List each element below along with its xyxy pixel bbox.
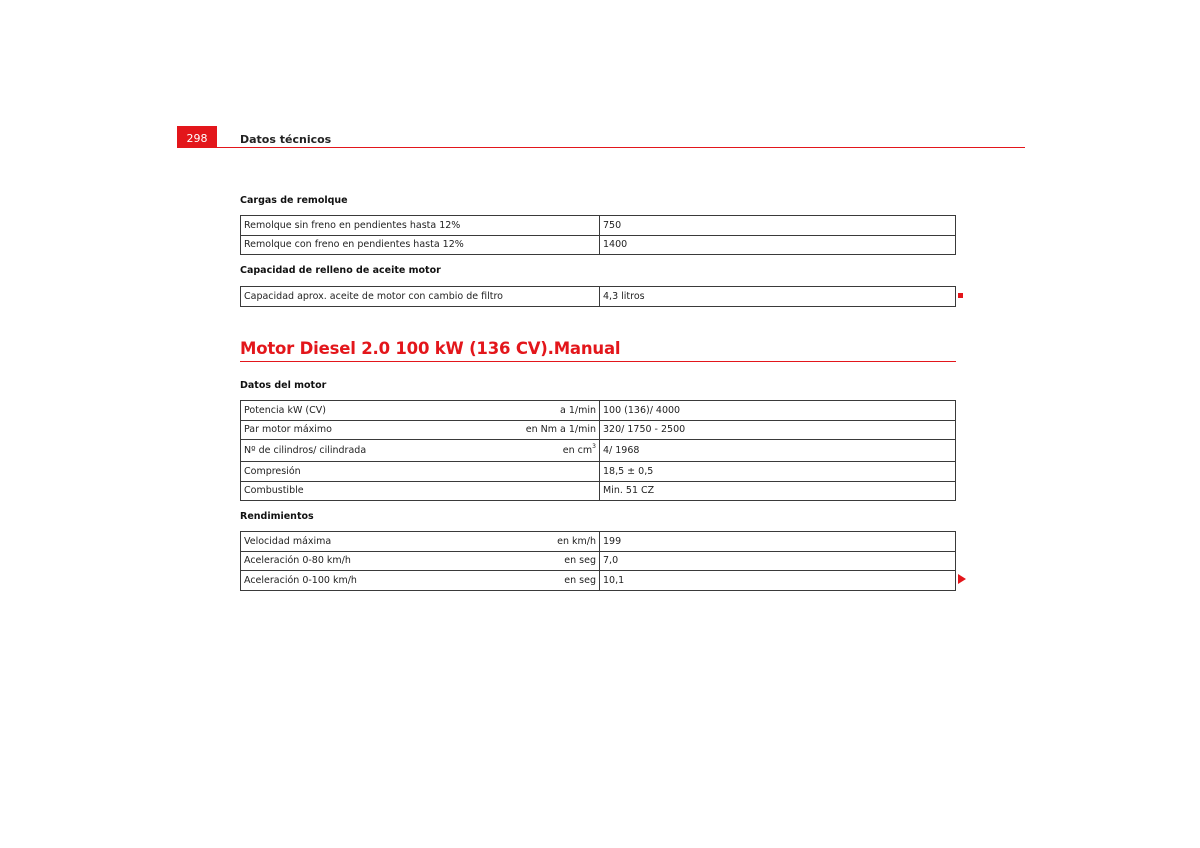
- table-row: [241, 401, 956, 421]
- page-header-title: Datos técnicos: [240, 133, 332, 146]
- header-divider: [177, 147, 1025, 148]
- row-label: Remolque con freno en pendientes hasta 12%: [241, 235, 600, 255]
- row-label: Par motor máximo: [244, 424, 332, 436]
- trailer-loads-table: [240, 215, 956, 255]
- performance-table: [240, 531, 956, 591]
- table-row: [241, 440, 956, 462]
- row-value: 4,3 litros: [600, 287, 956, 307]
- row-value: 18,5 ± 0,5: [600, 462, 956, 482]
- table-row: [241, 481, 956, 501]
- unit-superscript: 3: [592, 443, 596, 450]
- section-title: Motor Diesel 2.0 100 kW (136 CV).Manual: [240, 339, 621, 358]
- row-value: 100 (136)/ 4000: [600, 401, 956, 421]
- table-row: [241, 420, 956, 440]
- row-label: Capacidad aprox. aceite de motor con cambio de filtro: [241, 287, 600, 307]
- table-row: [241, 287, 956, 307]
- row-unit: en seg: [564, 574, 596, 586]
- row-value: 4/ 1968: [600, 440, 956, 462]
- row-label: Combustible: [244, 485, 304, 497]
- row-label: Remolque sin freno en pendientes hasta 12%: [241, 216, 600, 236]
- section-divider: [240, 361, 956, 362]
- row-label: Velocidad máxima: [244, 535, 332, 547]
- row-value: 750: [600, 216, 956, 236]
- oil-capacity-table: [240, 286, 956, 307]
- row-value: Min. 51 CZ: [600, 481, 956, 501]
- table-row: [241, 532, 956, 552]
- red-arrow-right-icon: [958, 574, 966, 584]
- table-row: [241, 235, 956, 255]
- page-number: 298: [177, 126, 217, 148]
- row-unit: en cm: [562, 445, 593, 456]
- row-value: 1400: [600, 235, 956, 255]
- row-label: Compresión: [244, 465, 301, 477]
- engine-data-table: [240, 400, 956, 501]
- row-value: 320/ 1750 - 2500: [600, 420, 956, 440]
- row-label: Nº de cilindros/ cilindrada: [244, 445, 367, 456]
- row-unit-wrap: [563, 445, 596, 456]
- oil-capacity-heading: Capacidad de relleno de aceite motor: [240, 265, 441, 276]
- engine-data-heading: Datos del motor: [240, 380, 327, 391]
- performance-heading: Rendimientos: [240, 511, 314, 522]
- row-value: 10,1: [600, 571, 956, 591]
- row-label: Aceleración 0-100 km/h: [244, 574, 357, 586]
- table-row: [241, 462, 956, 482]
- row-unit: en km/h: [557, 535, 596, 547]
- red-square-icon: [958, 293, 963, 298]
- row-unit: a 1/min: [559, 404, 596, 416]
- row-label: Aceleración 0-80 km/h: [244, 555, 351, 567]
- row-label: Potencia kW (CV): [244, 404, 326, 416]
- row-unit: en seg: [564, 555, 596, 567]
- row-value: 7,0: [600, 551, 956, 571]
- row-unit: en Nm a 1/min: [525, 424, 596, 436]
- table-row: [241, 571, 956, 591]
- trailer-loads-heading: Cargas de remolque: [240, 195, 348, 206]
- row-value: 199: [600, 532, 956, 552]
- table-row: [241, 216, 956, 236]
- table-row: [241, 551, 956, 571]
